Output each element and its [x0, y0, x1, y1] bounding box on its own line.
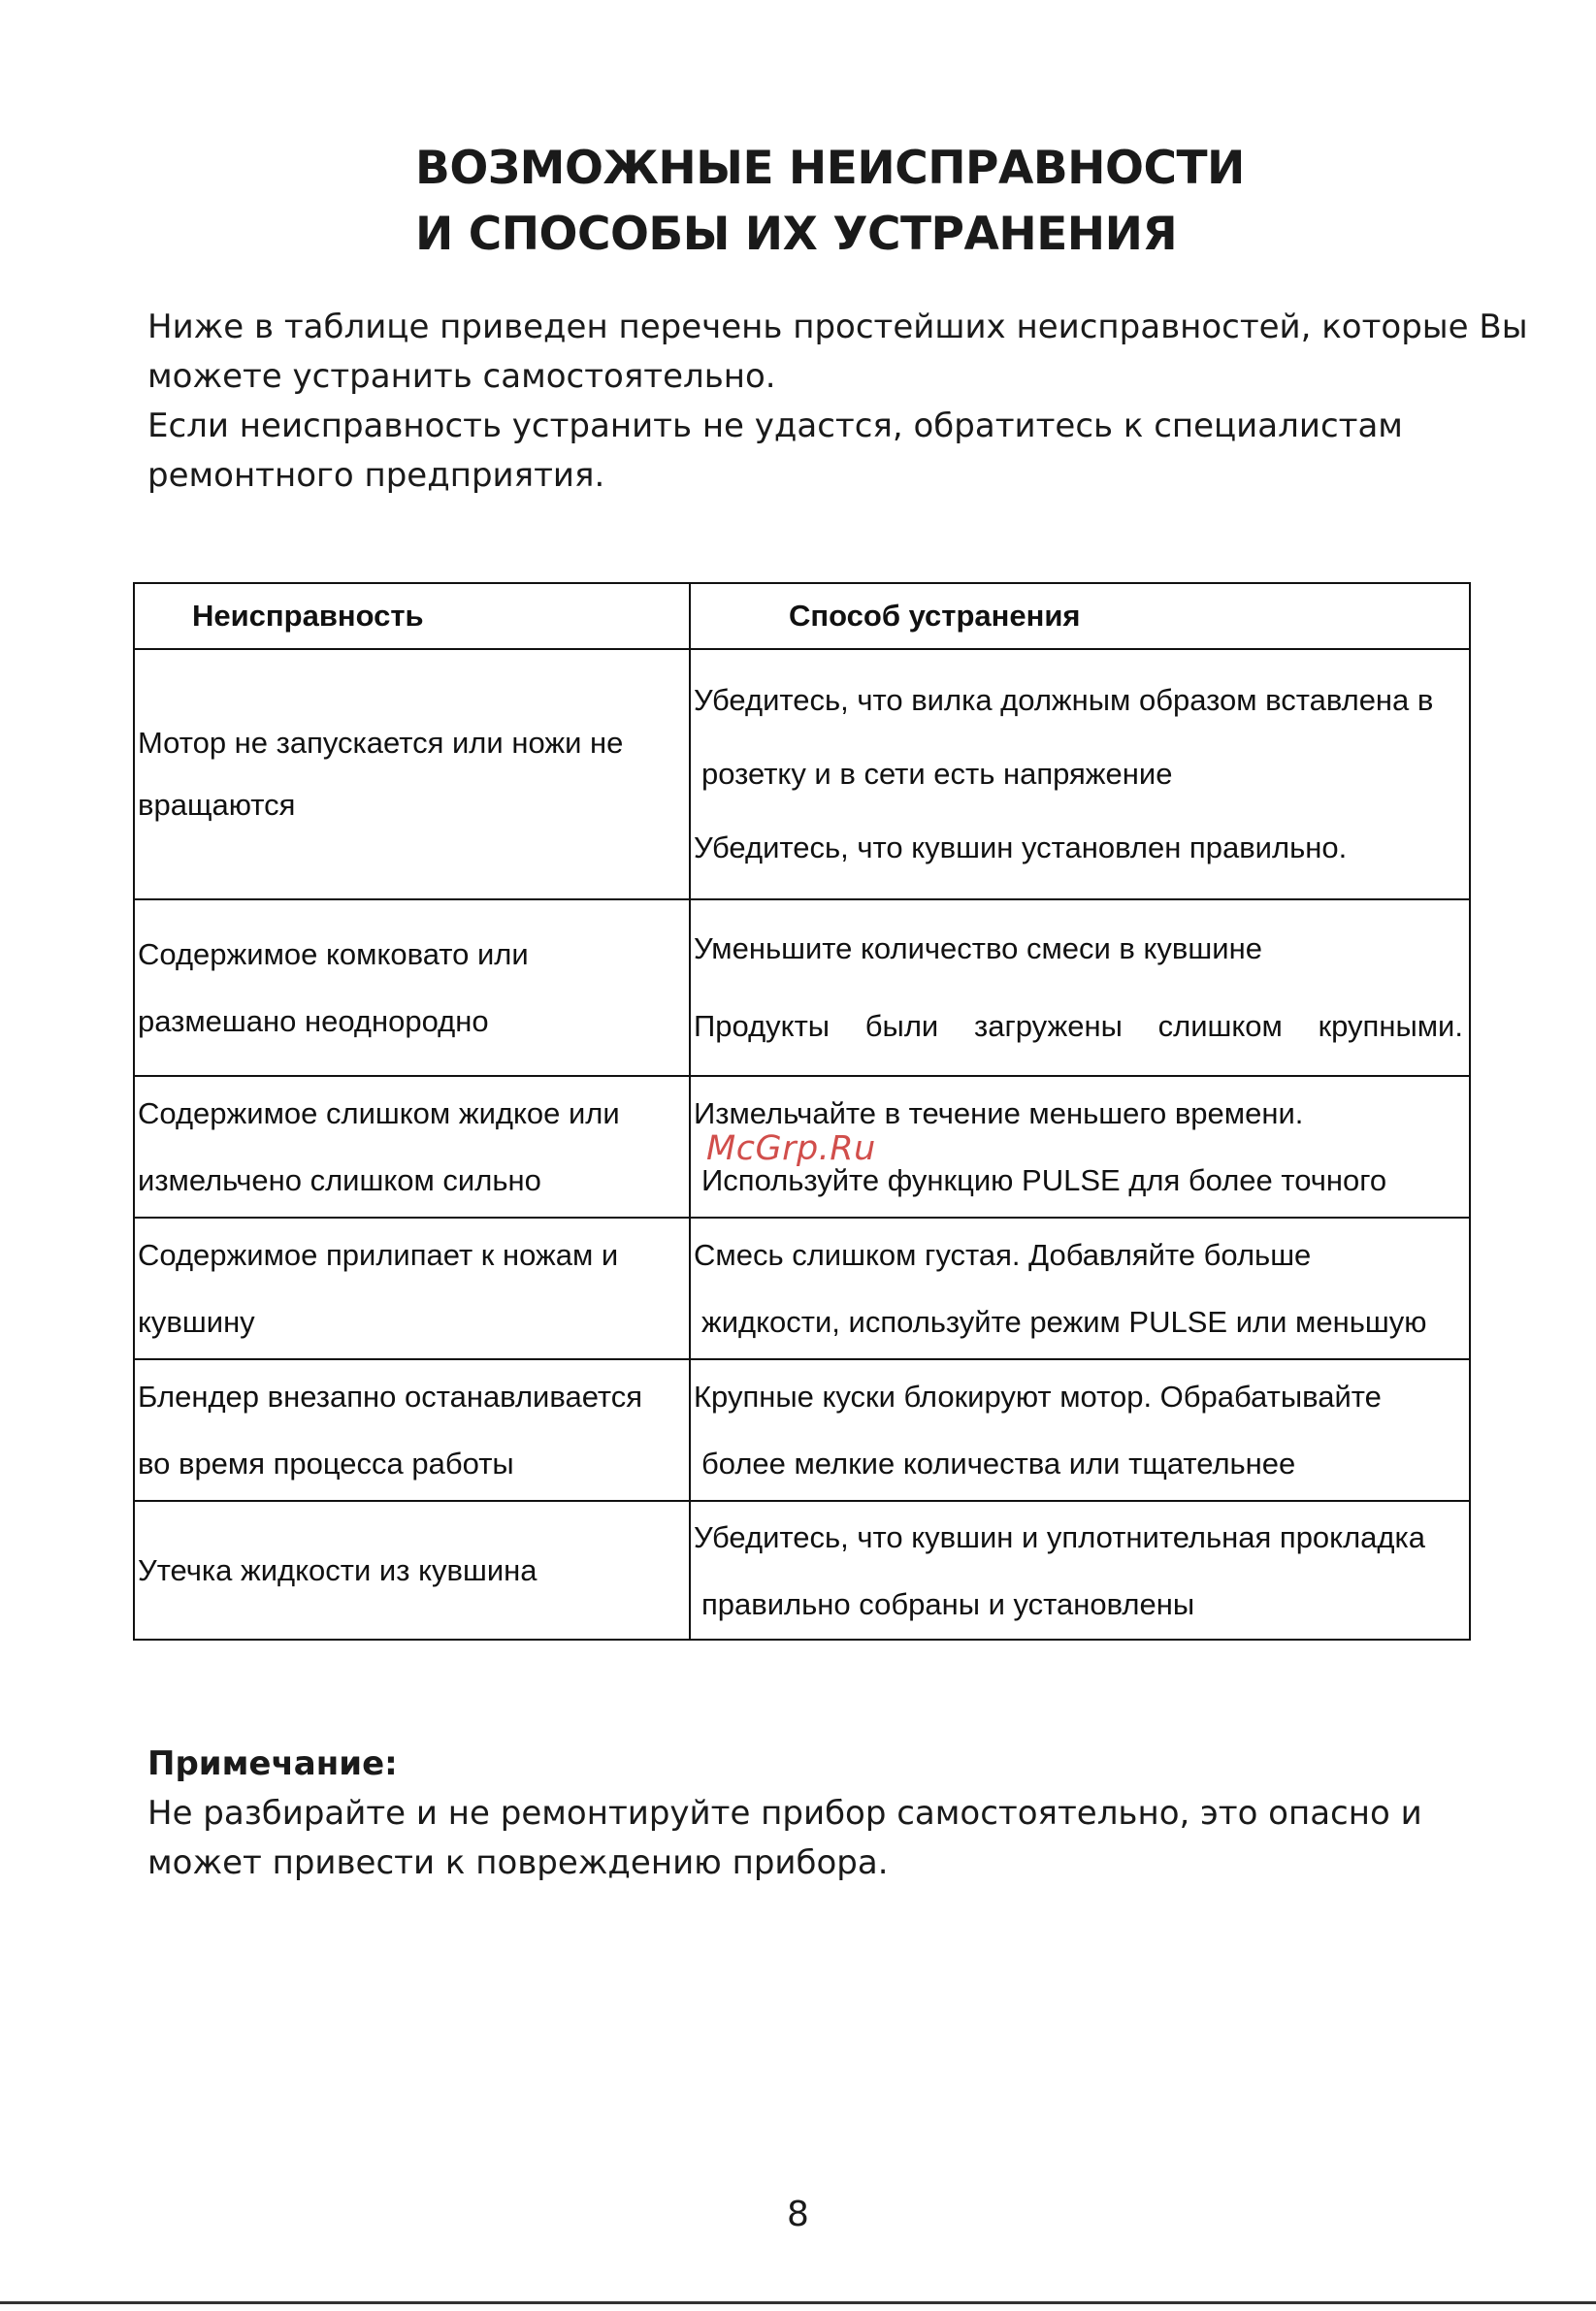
intro-line: Ниже в таблице приведен перечень простейших неисправностей, которые Вы	[147, 308, 1528, 346]
solution-text: Уменьшите количество смеси в кувшине	[694, 931, 1262, 965]
title-line-1: ВОЗМОЖНЫЕ НЕИСПРАВНОСТИ	[415, 142, 1245, 195]
page-title	[415, 136, 1482, 268]
problem-cell	[134, 899, 690, 1076]
problem-text: Содержимое слишком жидкое или	[138, 1096, 620, 1130]
troubleshooting-table	[133, 582, 1471, 1641]
solution-cell	[690, 649, 1470, 899]
note-line: Не разбирайте и не ремонтируйте прибор самостоятельно, это опасно и	[147, 1794, 1422, 1833]
solution-text: Убедитесь, что кувшин и уплотнительная прокладка	[694, 1519, 1425, 1554]
solution-text: Убедитесь, что вилка должным образом вставлена в	[694, 683, 1434, 717]
solution-text: Используйте функцию PULSE для более точного	[701, 1163, 1387, 1197]
problem-text: Содержимое комковато или	[138, 937, 529, 971]
solution-text: Измельчайте в течение меньшего времени.	[694, 1096, 1304, 1130]
problem-text: во время процесса работы	[138, 1447, 514, 1481]
table-header-row	[134, 583, 1470, 649]
page-number: 8	[787, 2195, 809, 2234]
header-problem: Неисправность	[134, 583, 690, 649]
problem-text: кувшину	[138, 1305, 255, 1339]
solution-text: Смесь слишком густая. Добавляйте больше	[694, 1238, 1312, 1272]
solution-text: более мелкие количества или тщательнее	[701, 1447, 1296, 1481]
solution-cell	[690, 899, 1470, 1076]
problem-cell	[134, 1359, 690, 1501]
watermark-logo: McGrp.Ru	[706, 1129, 876, 1168]
note-section	[147, 1740, 1525, 1888]
intro-line: можете устранить самостоятельно.	[147, 357, 776, 396]
problem-text: вращаются	[138, 788, 296, 822]
table-row	[134, 1218, 1470, 1359]
solution-text-justified	[694, 988, 1469, 1065]
problem-cell	[134, 1218, 690, 1359]
bottom-divider	[0, 2301, 1596, 2304]
solution-text: жидкости, используйте режим PULSE или меньшую	[701, 1305, 1427, 1339]
solution-text: розетку и в сети есть напряжение	[701, 757, 1173, 791]
word: были	[864, 1009, 939, 1043]
intro-line: ремонтного предприятия.	[147, 456, 605, 495]
solution-text: Крупные куски блокируют мотор. Обрабатывайте	[694, 1380, 1382, 1414]
note-line: может привести к повреждению прибора.	[147, 1843, 889, 1882]
problem-text: Блендер внезапно останавливается	[138, 1380, 643, 1414]
problem-cell	[134, 1076, 690, 1218]
word: загружены	[973, 1009, 1123, 1043]
problem-text: Утечка жидкости из кувшина	[138, 1553, 537, 1587]
table-row	[134, 1359, 1470, 1501]
header-solution: Способ устранения	[690, 583, 1470, 649]
title-line-2: И СПОСОБЫ ИХ УСТРАНЕНИЯ	[415, 208, 1178, 261]
solution-cell	[690, 1359, 1470, 1501]
solution-text: правильно собраны и установлены	[701, 1586, 1195, 1621]
problem-cell	[134, 649, 690, 899]
problem-text: измельчено слишком сильно	[138, 1163, 541, 1197]
table-row	[134, 1501, 1470, 1640]
table-row	[134, 649, 1470, 899]
problem-text: размешано неоднородно	[138, 1004, 489, 1038]
problem-cell	[134, 1501, 690, 1640]
problem-text: Содержимое прилипает к ножам и	[138, 1238, 619, 1272]
word: слишком	[1157, 1009, 1283, 1043]
word: Продукты	[694, 1009, 831, 1043]
intro-line: Если неисправность устранить не удастся, обратитесь к специалистам	[147, 407, 1403, 445]
problem-text: Мотор не запускается или ножи не	[138, 726, 624, 760]
intro-paragraph	[147, 303, 1528, 501]
solution-cell	[690, 1501, 1470, 1640]
word: крупными.	[1318, 1009, 1463, 1043]
table-row	[134, 899, 1470, 1076]
solution-text: Убедитесь, что кувшин установлен правильно.	[694, 830, 1348, 864]
note-title: Примечание:	[147, 1744, 398, 1783]
solution-cell	[690, 1218, 1470, 1359]
